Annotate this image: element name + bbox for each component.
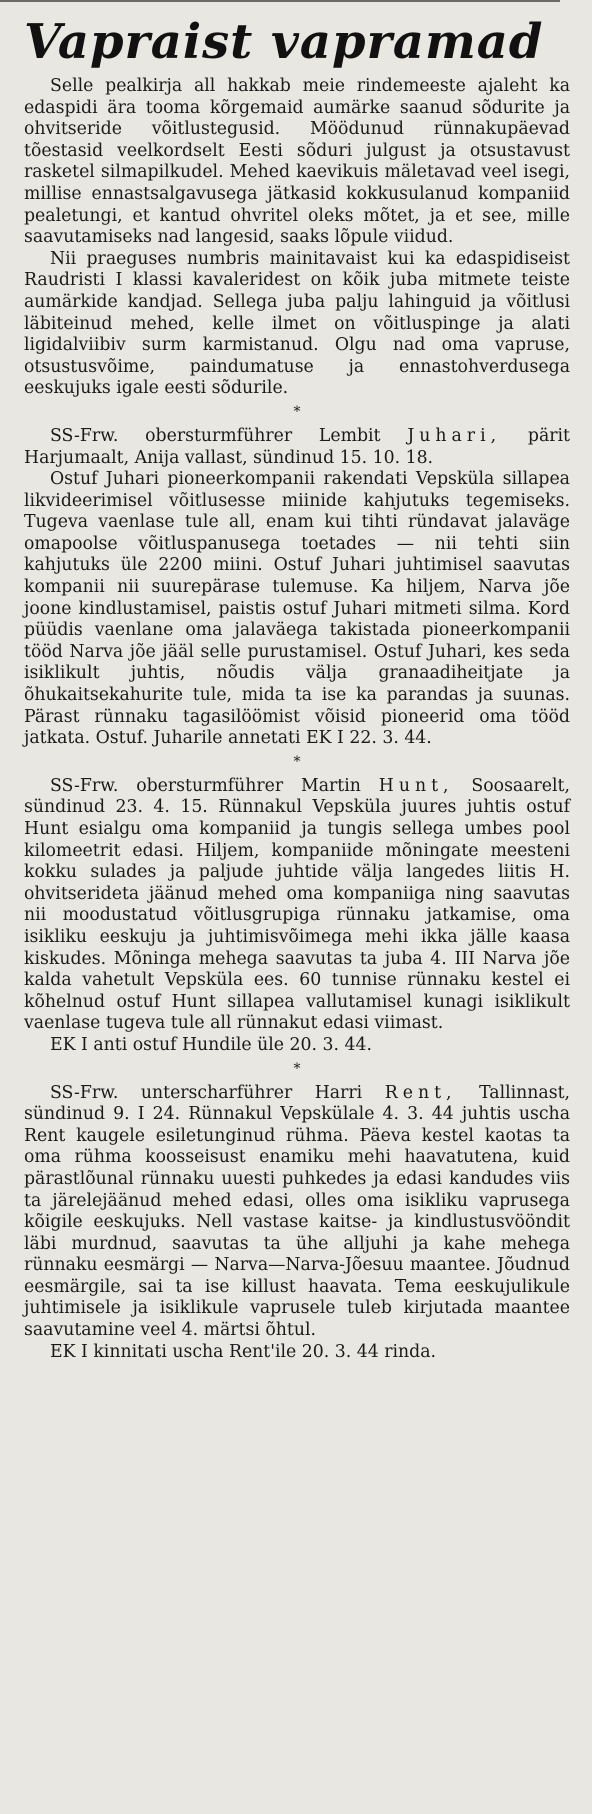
intro-paragraph: Selle pealkirja all hakkab meie rindemeeste ajaleht ka edaspidi ära tooma kõrgemaid aumärke saanud sõdurite ja ohvitseride võitlustegusid. Möödunud rünnakupäevad tõestasid veelkordselt Eesti sõduri julgust ja otsustavust rasketel silmapilkudel. Mehed kaevikuis mäletavad veel isegi, millise ennastsalgavusega jätkasid kokkusulanud kompaniid pealetungi, et kantud ohvritel oleks mõtet, ja et see, mille saavutamiseks nad langesid, saaks lõpule viidud. <box>24 76 570 248</box>
award-entry-hunt <box>24 776 570 1057</box>
entry-body: Ostuf Juhari pioneerkompanii rakendati Vepsküla sillapea likvideerimisel võitlusesse miinide kahjutuks tegemiseks. Tugeva vaenlase tule all, enam kui tihti ründavat jalaväge omapoolse võitluspanusega toetades — nii tehti siin kahjutuks üle 2200 miini. Ostuf Juhari juhtimisel saavutas kompanii nii suurepärase tulemuse. Ka hiljem, Narva jõe joone kindlustamisel, paistis ostuf Juhari mitmeti silma. Kord püüdis vaenlane oma jalaväega takistada pioneerkompanii tööd Narva jõe jääl selle purustamisel. Ostuf Juhari, kes seda isiklikult juhtis, nõudis välja granaadiheitjate ja õhukaitsekahurite tule, mida ta ise ka parandas ja suunas. Pärast rünnaku tagasilöömist võisid pioneerid oma tööd jatkata. Ostuf. Juharile annetati EK I 22. 3. 44. <box>24 469 570 749</box>
entry-surname: Juhari, <box>407 425 502 446</box>
entry-rank: SS-Frw. obersturmführer Martin <box>50 775 361 796</box>
entry-heading <box>24 776 570 1035</box>
entry-origin: Soosaarelt, sündinud 23. 4. 15. <box>24 775 570 818</box>
entry-heading <box>24 426 570 469</box>
entry-closing: EK I anti ostuf Hundile üle 20. 3. 44. <box>50 1034 372 1055</box>
entry-origin: Tallinnast, sündinud 9. I 24. <box>24 1082 571 1125</box>
article-intro <box>24 76 570 400</box>
separator-star: * <box>293 1060 301 1077</box>
separator-star: * <box>293 403 301 420</box>
entry-closing: EK I kinnitati uscha Rent'ile 20. 3. 44 rinda. <box>50 1341 436 1362</box>
entry-surname: Hunt, <box>378 775 454 796</box>
top-rule <box>0 0 560 2</box>
entry-rank: SS-Frw. obersturmführer Lembit <box>50 425 381 446</box>
separator-star: * <box>293 753 301 770</box>
award-entry-rent <box>24 1083 570 1364</box>
entry-origin: pärit Harjumaalt, Anija vallast, sündinud 15. 10. 18. <box>24 425 571 468</box>
intro-paragraph: Nii praeguses numbris mainitavaist kui ka edaspidiseist Raudristi I klassi kavaleridest on kõik juba mitmete teiste aumärkide kandjad. Sellega juba palju lahinguid ja võitlusi läbiteinud mehed, kelle ilmet on võitluspinge ja alati ligidalviibiv surm karmistanud. Olgu nad oma vapruse, otsustusvõime, paindumatuse ja ennastohverdusega eeskujuks igale eesti sõdurile. <box>24 248 570 399</box>
entry-body: Rünnakul Vepskülale 4. 3. 44 juhtis uscha Rent kaugele esiletunginud rühma. Päeva kestel kaotas ta oma rühma koosseisust enamiku mehi haavatutena, kuid pärastlõunal rünnaku uuesti puhkedes ja edasi kandudes viis ta järelejäänud mehed edasi, olles oma isikliku vaprusega kõigile eeskujuks. Nell vastase kaitse- ja kindlustusvööndit läbi murdnud, saavutas ta ühe alljuhi ja kahe mehega rünnaku eesmärgi — Narva—Narva-Jõesuu maantee. Jõudnud eesmärgile, sai ta ise killust haavata. Tema eeskujulikule juhtimisele ja isiklikule vaprusele tuleb kirjutada maantee saavutamine veel 4. märtsi õhtul. <box>24 1104 570 1341</box>
entry-rank: SS-Frw. unterscharführer Harri <box>50 1082 363 1103</box>
article-title: Vapraist vapramad <box>24 14 544 70</box>
entry-body: Rünnakul Vepsküla juures juhtis ostuf Hunt esialgu oma kompaniid ja tungis sellega umbes pool kilomeetrit edasi. Hiljem, kompaniide mõningate meesteni kokku sulades ja paljude juhtide välja langedes liitis H. ohvitserideta jäänud mehed oma kompaniiga ning saavutas nii moodustatud võitlusgrupiga rünnaku jatkamise, oma isikliku eeskuju ja juhtimisvõimega mehi ikka jälle kaasa kiskudes. Mõninga mehega saavutas ta juba 4. III Narva jõe kalda vahetult Vepsküla ees. 60 tunnise rünnaku kestel ei kõhelnud ostuf Hunt sillapea vallutamisel kunagi isiklikult vaenlase tugeva tule all rünnakut edasi viimast. <box>24 797 570 1034</box>
entry-surname: Rent, <box>384 1082 457 1103</box>
award-entry-juhari <box>24 426 570 750</box>
entry-heading <box>24 1083 570 1342</box>
